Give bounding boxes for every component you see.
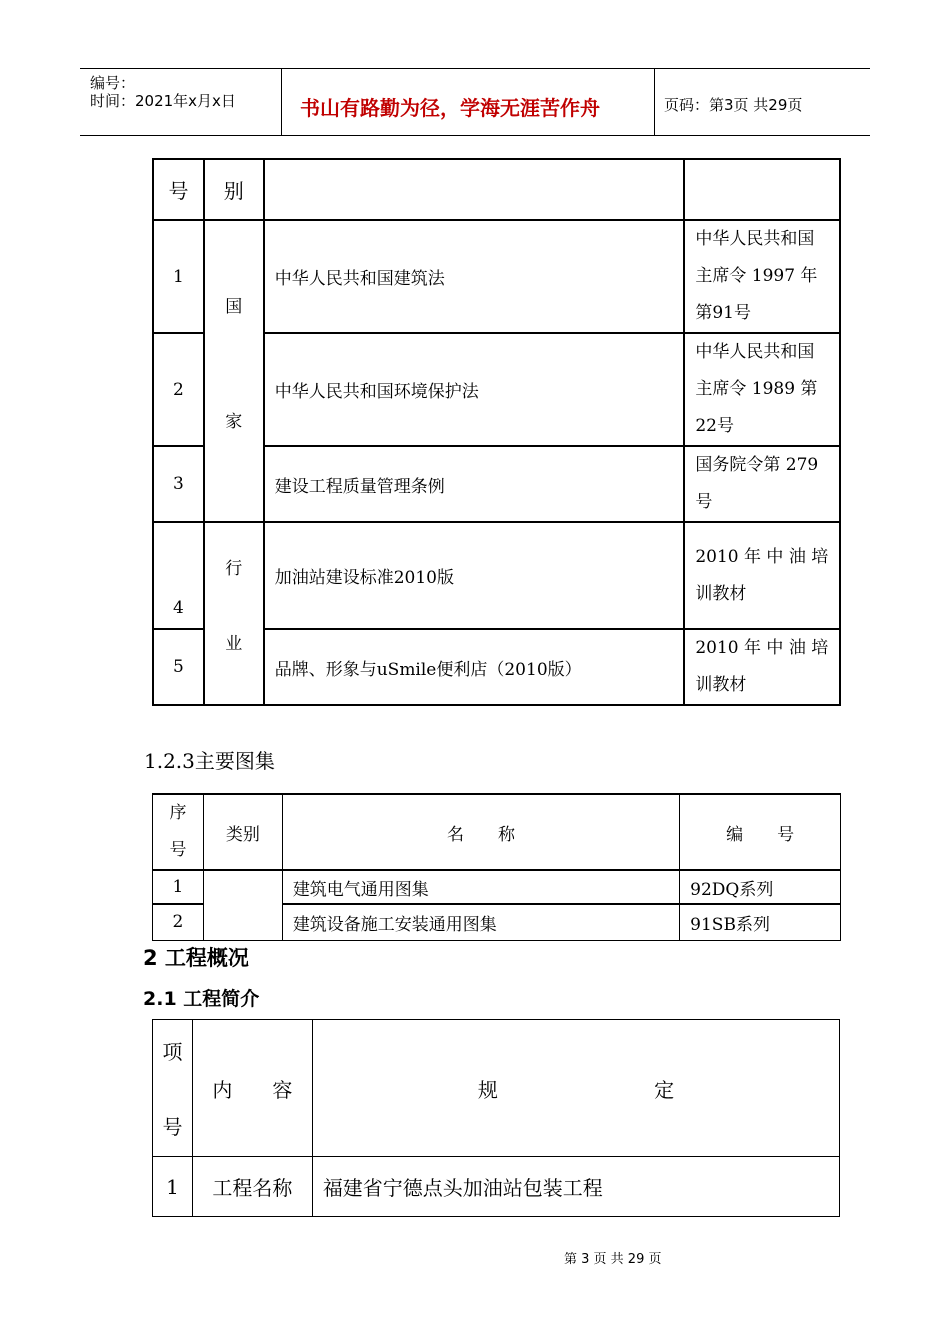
row-name: 品牌、形象与uSmile便利店（2010版） bbox=[264, 629, 685, 705]
group-char: 家 bbox=[225, 412, 243, 432]
code-line: 训教材 bbox=[695, 675, 747, 695]
header-cell-name bbox=[264, 159, 685, 220]
row-no: 3 bbox=[153, 446, 204, 522]
row-name: 建筑电气通用图集 bbox=[282, 870, 679, 904]
code-line: 第91号 bbox=[695, 303, 751, 323]
header-number-label: 编号： bbox=[90, 74, 136, 92]
header-page-info: 页码：第3页 共29页 bbox=[664, 96, 803, 114]
table-row bbox=[153, 220, 840, 333]
row-code bbox=[684, 220, 840, 333]
header-rule-right: 定 bbox=[654, 1077, 675, 1102]
group-cell-industry bbox=[204, 522, 264, 705]
header-divider-right bbox=[654, 68, 655, 136]
header-cell-category: 类别 bbox=[203, 794, 282, 870]
row-name: 中华人民共和国环境保护法 bbox=[264, 333, 685, 446]
row-no: 2 bbox=[153, 333, 204, 446]
row-no: 1 bbox=[153, 220, 204, 333]
code-line: 训教材 bbox=[695, 583, 747, 604]
regulations-table bbox=[152, 158, 841, 706]
project-overview-table bbox=[152, 1019, 840, 1217]
code-line: 主席令 1997 年 bbox=[695, 266, 818, 286]
row-rule: 福建省宁德点头加油站包装工程 bbox=[312, 1157, 839, 1217]
header-rule-left: 规 bbox=[477, 1077, 498, 1102]
section-heading-2: 2 工程概况 bbox=[143, 946, 249, 970]
header-divider-left bbox=[281, 68, 282, 136]
row-code bbox=[684, 629, 840, 705]
table-header-row bbox=[153, 794, 841, 870]
group-char: 国 bbox=[225, 297, 243, 317]
row-content: 工程名称 bbox=[192, 1157, 312, 1217]
header-cell-content: 内 容 bbox=[192, 1020, 312, 1157]
section-heading-1-2-3: 1.2.3主要图集 bbox=[144, 749, 275, 773]
header-cell-code bbox=[684, 159, 840, 220]
row-name: 建设工程质量管理条例 bbox=[264, 446, 685, 522]
table-row bbox=[153, 870, 841, 904]
group-char: 业 bbox=[225, 633, 243, 654]
code-line: 22号 bbox=[695, 416, 734, 436]
table-row bbox=[153, 522, 840, 629]
row-code bbox=[684, 522, 840, 629]
header-cell-no bbox=[153, 794, 204, 870]
row-name: 加油站建设标准2010版 bbox=[264, 522, 685, 629]
row-category bbox=[203, 870, 282, 940]
header-cell-category: 别 bbox=[204, 159, 264, 220]
header-motto: 书山有路勤为径，学海无涯苦作舟 bbox=[300, 96, 600, 120]
header-cell-code: 编 号 bbox=[680, 794, 841, 870]
group-char: 行 bbox=[225, 558, 243, 579]
row-no: 1 bbox=[153, 870, 204, 904]
header-top-rule bbox=[80, 68, 870, 69]
row-no: 5 bbox=[153, 629, 204, 705]
header-cell-item-no bbox=[153, 1020, 193, 1157]
code-line: 中华人民共和国 bbox=[695, 229, 815, 249]
row-no: 4 bbox=[153, 522, 204, 629]
code-line: 2010 年 中 油 培 bbox=[695, 546, 829, 567]
code-line: 国务院令第 279 bbox=[695, 455, 819, 475]
code-line: 主席令 1989 第 bbox=[695, 379, 818, 399]
header-line: 项 bbox=[162, 1040, 183, 1064]
header-line: 序 bbox=[169, 803, 187, 823]
header-line: 号 bbox=[162, 1115, 183, 1139]
table-row bbox=[153, 1157, 840, 1217]
row-code bbox=[684, 446, 840, 522]
header-cell-rule bbox=[312, 1020, 839, 1157]
row-code: 91SB系列 bbox=[680, 904, 841, 940]
table-header-row bbox=[153, 159, 840, 220]
header-cell-name: 名 称 bbox=[282, 794, 679, 870]
atlas-table bbox=[152, 793, 841, 941]
header-cell-no: 号 bbox=[153, 159, 204, 220]
row-no: 2 bbox=[153, 904, 204, 940]
row-no: 1 bbox=[153, 1157, 193, 1217]
code-line: 2010 年 中 油 培 bbox=[695, 638, 829, 658]
row-code bbox=[684, 333, 840, 446]
code-line: 号 bbox=[695, 492, 713, 512]
header-bottom-rule bbox=[80, 135, 870, 136]
section-heading-2-1: 2.1 工程简介 bbox=[143, 988, 260, 1010]
table-header-row bbox=[153, 1020, 840, 1157]
row-name: 建筑设备施工安装通用图集 bbox=[282, 904, 679, 940]
group-cell-national bbox=[204, 220, 264, 522]
row-code: 92DQ系列 bbox=[680, 870, 841, 904]
code-line: 中华人民共和国 bbox=[695, 342, 815, 362]
row-name: 中华人民共和国建筑法 bbox=[264, 220, 685, 333]
page-footer: 第 3 页 共 29 页 bbox=[564, 1252, 662, 1267]
header-time-label: 时间：2021年x月x日 bbox=[90, 92, 236, 110]
header-line: 号 bbox=[169, 840, 187, 860]
